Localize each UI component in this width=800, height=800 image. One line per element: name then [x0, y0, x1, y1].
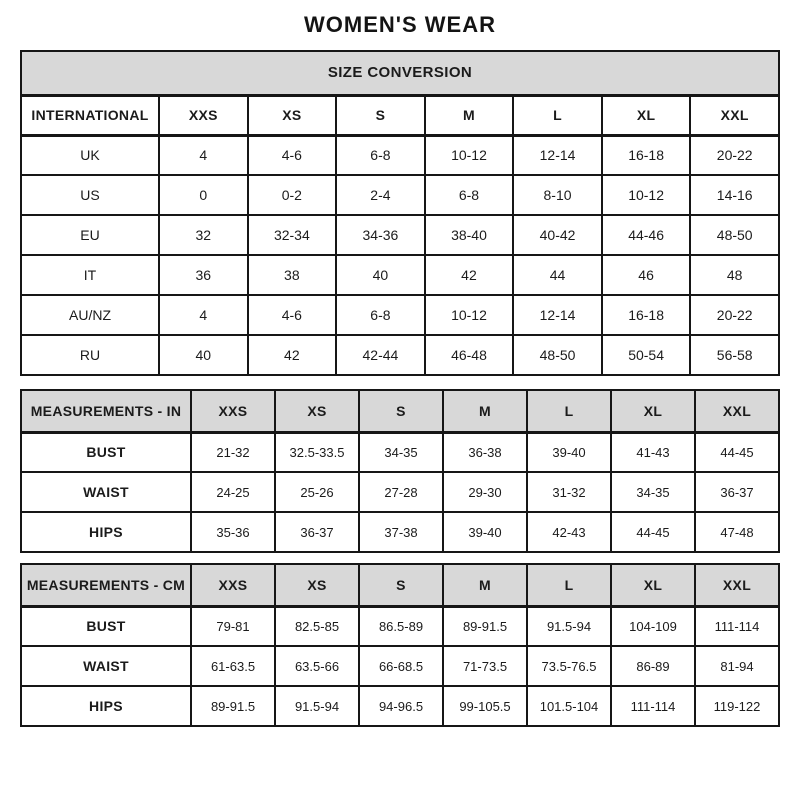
size-conversion-row: [21, 215, 779, 255]
table-cell: 73.5-76.5: [527, 646, 611, 686]
table-cell: 16-18: [602, 135, 691, 175]
table-cell: 94-96.5: [359, 686, 443, 726]
column-header-xs: XS: [275, 390, 359, 432]
table-cell: 4: [159, 295, 248, 335]
table-cell: 27-28: [359, 472, 443, 512]
table-cell: 39-40: [527, 432, 611, 472]
table-cell: 32-34: [248, 215, 337, 255]
measurements-cm-row: [21, 646, 779, 686]
table-cell: 10-12: [425, 135, 514, 175]
table-cell: 42: [425, 255, 514, 295]
column-header-xl: XL: [611, 390, 695, 432]
table-cell: 16-18: [602, 295, 691, 335]
column-header-s: S: [359, 390, 443, 432]
table-cell: 36-37: [275, 512, 359, 552]
table-cell: 2-4: [336, 175, 425, 215]
table-cell: 12-14: [513, 135, 602, 175]
column-header-xs: XS: [275, 564, 359, 606]
table-cell: 39-40: [443, 512, 527, 552]
column-header-xxs: XXS: [191, 390, 275, 432]
table-cell: 0-2: [248, 175, 337, 215]
measurements-cm-row: [21, 606, 779, 646]
table-cell: 37-38: [359, 512, 443, 552]
row-label: UK: [21, 135, 159, 175]
table-cell: 99-105.5: [443, 686, 527, 726]
table-cell: 48: [690, 255, 779, 295]
table-cell: 119-122: [695, 686, 779, 726]
table-cell: 63.5-66: [275, 646, 359, 686]
row-label: WAIST: [21, 472, 191, 512]
table-cell: 48-50: [690, 215, 779, 255]
table-cell: 40-42: [513, 215, 602, 255]
column-header-xxl: XXL: [695, 564, 779, 606]
table-cell: 34-36: [336, 215, 425, 255]
table-cell: 50-54: [602, 335, 691, 375]
table-cell: 71-73.5: [443, 646, 527, 686]
size-conversion-header-row: [21, 51, 779, 95]
measurements-in-row: [21, 432, 779, 472]
table-cell: 81-94: [695, 646, 779, 686]
size-conversion-title: SIZE CONVERSION: [21, 51, 779, 95]
table-cell: 14-16: [690, 175, 779, 215]
column-header-xs: XS: [248, 95, 337, 135]
size-conversion-row: [21, 135, 779, 175]
table-cell: 86-89: [611, 646, 695, 686]
table-cell: 38-40: [425, 215, 514, 255]
column-header-xxl: XXL: [690, 95, 779, 135]
table-cell: 21-32: [191, 432, 275, 472]
size-conversion-row: [21, 255, 779, 295]
table-cell: 4-6: [248, 295, 337, 335]
table-cell: 41-43: [611, 432, 695, 472]
table-cell: 82.5-85: [275, 606, 359, 646]
table-cell: 91.5-94: [527, 606, 611, 646]
row-label: HIPS: [21, 686, 191, 726]
column-header-m: M: [425, 95, 514, 135]
table-cell: 10-12: [602, 175, 691, 215]
table-cell: 40: [159, 335, 248, 375]
table-cell: 6-8: [336, 135, 425, 175]
table-cell: 24-25: [191, 472, 275, 512]
measurements-in-table: [20, 389, 780, 553]
row-label: HIPS: [21, 512, 191, 552]
measurements-cm-row: [21, 686, 779, 726]
table-cell: 32: [159, 215, 248, 255]
size-conversion-row: [21, 335, 779, 375]
table-cell: 36-37: [695, 472, 779, 512]
size-conversion-row: [21, 295, 779, 335]
table-cell: 42: [248, 335, 337, 375]
table-cell: 25-26: [275, 472, 359, 512]
column-header-m: M: [443, 390, 527, 432]
column-header-xxs: XXS: [159, 95, 248, 135]
column-header-xl: XL: [602, 95, 691, 135]
measurements-in-header-row: [21, 390, 779, 432]
measurements-cm-title: MEASUREMENTS - CM: [21, 564, 191, 606]
measurements-cm-table: [20, 563, 780, 727]
row-label: BUST: [21, 432, 191, 472]
column-header-l: L: [527, 564, 611, 606]
table-cell: 42-44: [336, 335, 425, 375]
table-cell: 31-32: [527, 472, 611, 512]
table-cell: 29-30: [443, 472, 527, 512]
table-cell: 89-91.5: [443, 606, 527, 646]
table-cell: 44: [513, 255, 602, 295]
table-cell: 104-109: [611, 606, 695, 646]
column-header-l: L: [527, 390, 611, 432]
table-cell: 32.5-33.5: [275, 432, 359, 472]
table-cell: 35-36: [191, 512, 275, 552]
row-label: US: [21, 175, 159, 215]
row-label: BUST: [21, 606, 191, 646]
table-cell: 47-48: [695, 512, 779, 552]
table-cell: 79-81: [191, 606, 275, 646]
column-header-xxs: XXS: [191, 564, 275, 606]
column-header-s: S: [336, 95, 425, 135]
table-cell: 111-114: [695, 606, 779, 646]
table-cell: 40: [336, 255, 425, 295]
table-cell: 4: [159, 135, 248, 175]
measurements-cm-header-row: [21, 564, 779, 606]
table-cell: 89-91.5: [191, 686, 275, 726]
column-header-l: L: [513, 95, 602, 135]
table-cell: 48-50: [513, 335, 602, 375]
measurements-in-row: [21, 512, 779, 552]
table-cell: 44-46: [602, 215, 691, 255]
column-header-xl: XL: [611, 564, 695, 606]
table-cell: 0: [159, 175, 248, 215]
table-cell: 8-10: [513, 175, 602, 215]
table-cell: 46-48: [425, 335, 514, 375]
size-conversion-table: [20, 50, 780, 376]
row-label: EU: [21, 215, 159, 255]
page-title: WOMEN'S WEAR: [304, 12, 496, 37]
table-cell: 6-8: [425, 175, 514, 215]
table-cell: 44-45: [611, 512, 695, 552]
table-cell: 4-6: [248, 135, 337, 175]
table-cell: 38: [248, 255, 337, 295]
size-conversion-columns-row: [21, 95, 779, 135]
table-cell: 36-38: [443, 432, 527, 472]
row-label: AU/NZ: [21, 295, 159, 335]
table-cell: 20-22: [690, 295, 779, 335]
table-cell: 111-114: [611, 686, 695, 726]
column-header-m: M: [443, 564, 527, 606]
measurements-in-row: [21, 472, 779, 512]
table-cell: 91.5-94: [275, 686, 359, 726]
table-cell: 66-68.5: [359, 646, 443, 686]
table-cell: 61-63.5: [191, 646, 275, 686]
row-label: RU: [21, 335, 159, 375]
row-label: IT: [21, 255, 159, 295]
table-cell: 46: [602, 255, 691, 295]
table-cell: 12-14: [513, 295, 602, 335]
table-cell: 36: [159, 255, 248, 295]
table-cell: 101.5-104: [527, 686, 611, 726]
row-label: WAIST: [21, 646, 191, 686]
measurements-in-title: MEASUREMENTS - IN: [21, 390, 191, 432]
table-cell: 10-12: [425, 295, 514, 335]
table-cell: 56-58: [690, 335, 779, 375]
table-cell: 42-43: [527, 512, 611, 552]
size-conversion-row: [21, 175, 779, 215]
table-cell: 86.5-89: [359, 606, 443, 646]
table-cell: 44-45: [695, 432, 779, 472]
table-cell: 34-35: [359, 432, 443, 472]
table-cell: 34-35: [611, 472, 695, 512]
column-header-xxl: XXL: [695, 390, 779, 432]
column-header-s: S: [359, 564, 443, 606]
column-header-international: INTERNATIONAL: [21, 95, 159, 135]
table-cell: 6-8: [336, 295, 425, 335]
table-cell: 20-22: [690, 135, 779, 175]
